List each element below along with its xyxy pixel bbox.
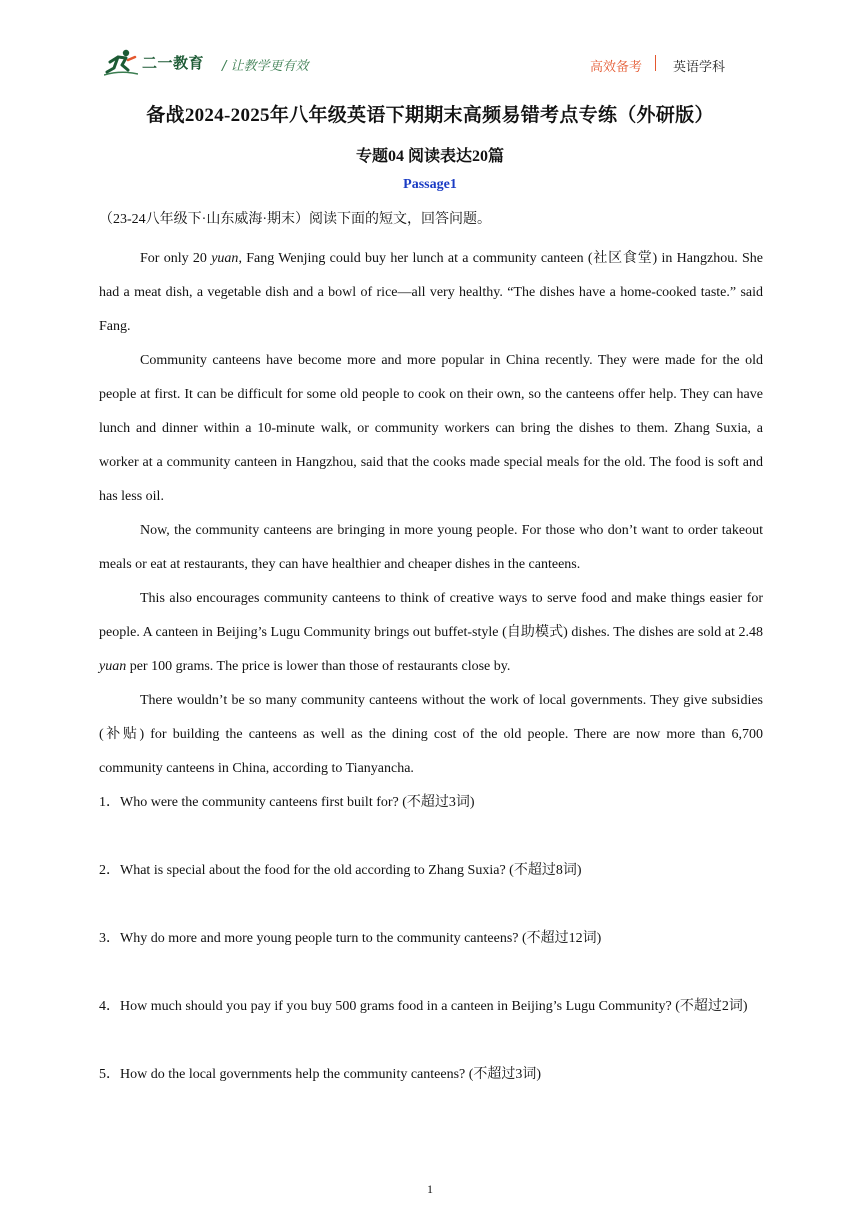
question-1: 1．Who were the community canteens first built for? (不超过3词) <box>99 795 475 810</box>
header-tag-exam: 高效备考 <box>590 60 643 75</box>
logo-text: 二一教育 <box>142 53 205 72</box>
logo <box>104 48 204 76</box>
runner-logo-icon <box>104 48 138 76</box>
paragraph-text: Now, the community canteens are bringing in more young people. For those who don’t want to order takeout meals or eat at restaurants, they can have healthier and cheaper dishes in the canteens. <box>99 523 763 572</box>
paragraph-3 <box>99 514 763 582</box>
paragraph-1 <box>99 242 763 344</box>
paragraph-4 <box>99 582 763 684</box>
question-4: 4．How much should you pay if you buy 500 grams food in a canteen in Beijing’s Lugu Community? (不超过2词) <box>99 999 748 1014</box>
passage-label: Passage1 <box>403 177 457 192</box>
question-list <box>99 786 763 1126</box>
question-3: 3．Why do more and more young people turn to the community canteens? (不超过12词) <box>99 931 602 946</box>
header-divider <box>655 55 656 71</box>
header-tag-subject: 英语学科 <box>673 60 726 75</box>
paragraph-5 <box>99 684 763 786</box>
question-2: 2．What is special about the food for the old according to Zhang Suxia? (不超过8词) <box>99 863 582 878</box>
paragraph-text: For only 20 <box>140 251 212 266</box>
paragraph-text: There wouldn’t be so many community canteens without the work of local governments. They give subsidies (补贴) for building the canteens as well as the dining cost of the old people. There are now more than 6,700 community canteens in China, according to Tianyancha. <box>99 693 763 776</box>
source-prefix: （23-24八年级下·山东威海·期末） <box>99 212 309 227</box>
paragraph-emphasis: yuan <box>211 251 239 266</box>
paragraph-2 <box>99 344 763 514</box>
paragraph-text: per 100 grams. The price is lower than those of restaurants close by. <box>126 659 511 674</box>
slogan: / 让教学更有效 <box>222 59 309 74</box>
page-number: 1 <box>427 1182 433 1196</box>
page-title: 备战2024-2025年八年级英语下期期末高频易错考点专练（外研版） <box>146 105 714 126</box>
page-subtitle: 专题04 阅读表达20篇 <box>355 148 504 165</box>
page-header <box>0 0 860 90</box>
paragraph-emphasis: yuan <box>99 659 127 674</box>
passage-content <box>99 210 763 786</box>
paragraph-text: This also encourages community canteens to think of creative ways to serve food and make things easier for people. A canteen in Beijing’s Lugu Community brings out buffet-style (自助模式) dishes. The dishes are sold at 2.48 <box>99 591 763 640</box>
passage-source <box>99 210 763 230</box>
paragraph-text: , Fang Wenjing could buy her lunch at a community canteen (社区食堂) in Hangzhou. She had a meat dish, a vegetable dish and a bowl of rice—all very healthy. “The dishes have a home-cooked taste.” said Fang. <box>99 251 763 334</box>
paragraph-text: Community canteens have become more and more popular in China recently. They were made for the old people at first. It can be difficult for some old people to cook on their own, so the canteens offer help. They can have lunch and dinner within a 10-minute walk, or community workers can bring the dishes to them. Zhang Suxia, a worker at a community canteen in Hangzhou, said that the cooks made special meals for the old. The food is soft and has less oil. <box>99 353 763 504</box>
source-instruction: 阅读下面的短文，回答问题。 <box>309 212 491 227</box>
question-5: 5．How do the local governments help the community canteens? (不超过3词) <box>99 1067 542 1082</box>
